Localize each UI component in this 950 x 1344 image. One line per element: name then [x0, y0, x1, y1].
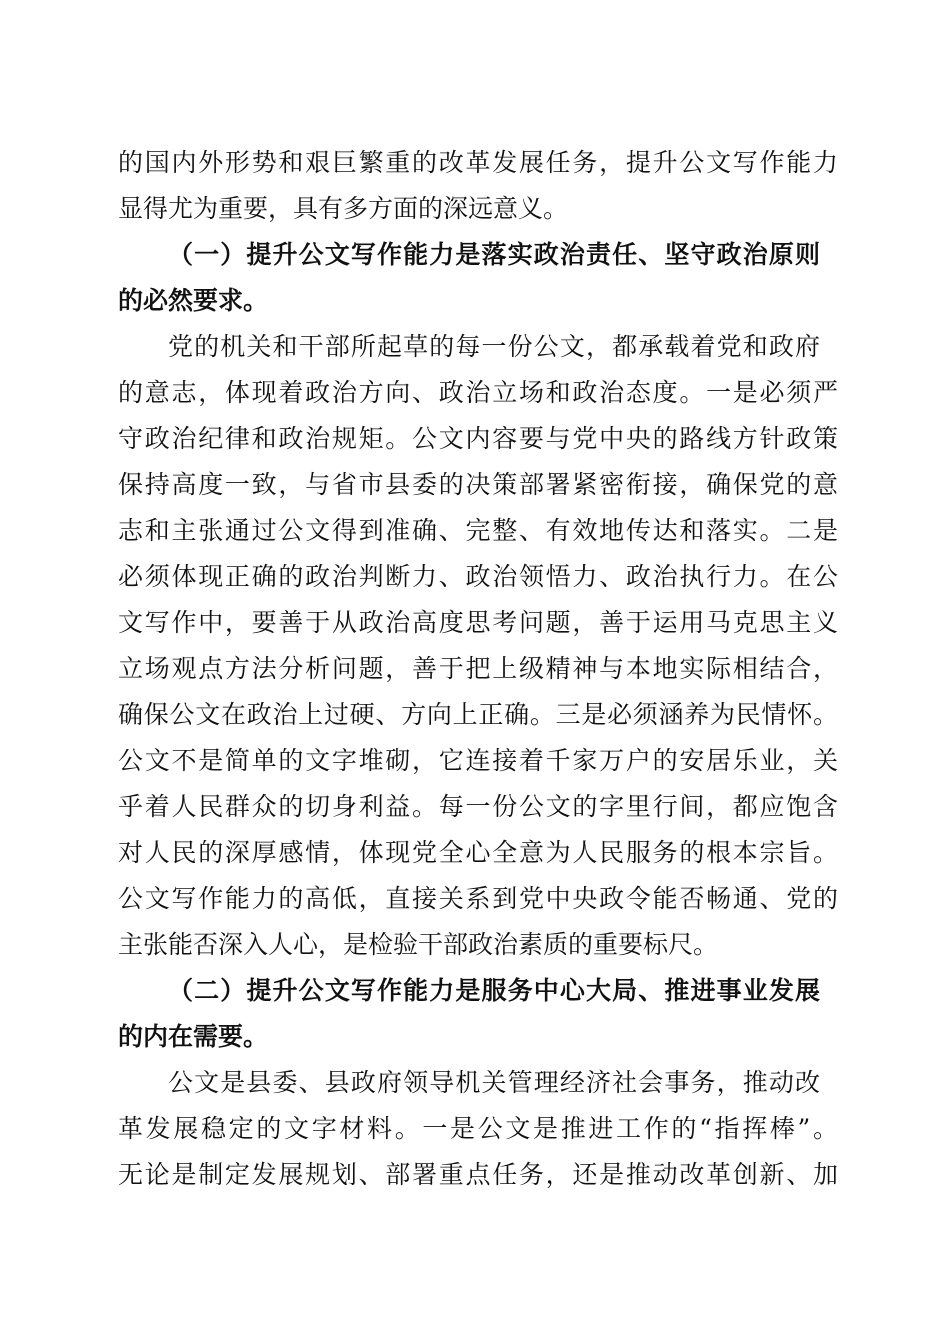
- text-line-23: 无论是制定发展规划、部署重点任务，还是推动改革创新、加: [118, 1160, 838, 1189]
- text-line-16: 对人民的深厚感情，体现党全心全意为人民服务的根本宗旨。: [118, 838, 838, 867]
- section-heading-2: （二）提升公文写作能力是服务中心大局、推进事业发展: [168, 976, 820, 1005]
- text-line-15: 乎着人民群众的切身利益。每一份公文的字里行间，都应饱含: [118, 792, 838, 821]
- text-line-7: 守政治纪律和政治规矩。公文内容要与党中央的路线方针政策: [118, 424, 838, 453]
- text-line-11: 文写作中，要善于从政治高度思考问题，善于运用马克思主义: [118, 608, 838, 637]
- section-heading-1: （一）提升公文写作能力是落实政治责任、坚守政治原则: [168, 240, 820, 269]
- text-line-8: 保持高度一致，与省市县委的决策部署紧密衔接，确保党的意: [118, 470, 838, 499]
- text-line-5: 党的机关和干部所起草的每一份公文，都承载着党和政府: [168, 332, 820, 361]
- text-line-18: 主张能否深入人心，是检验干部政治素质的重要标尺。: [118, 930, 719, 959]
- text-line-13: 确保公文在政治上过硬、方向上正确。三是必须涵养为民情怀。: [118, 700, 838, 729]
- text-line-21: 公文是县委、县政府领导机关管理经济社会事务，推动改: [168, 1068, 820, 1097]
- text-line-1: 的国内外形势和艰巨繁重的改革发展任务，提升公文写作能力: [118, 148, 838, 177]
- text-line-17: 公文写作能力的高低，直接关系到党中央政令能否畅通、党的: [118, 884, 838, 913]
- section-heading-2-cont: 的内在需要。: [118, 1022, 269, 1051]
- text-line-6: 的意志，体现着政治方向、政治立场和政治态度。一是必须严: [118, 378, 838, 407]
- text-line-22: 革发展稳定的文字材料。一是公文是推进工作的“指挥棒”。: [118, 1114, 838, 1143]
- text-line-9: 志和主张通过公文得到准确、完整、有效地传达和落实。二是: [118, 516, 838, 545]
- text-line-2: 显得尤为重要，具有多方面的深远意义。: [118, 194, 569, 223]
- text-line-12: 立场观点方法分析问题，善于把上级精神与本地实际相结合，: [118, 654, 838, 683]
- section-heading-1-cont: 的必然要求。: [118, 286, 269, 315]
- text-line-14: 公文不是简单的文字堆砌，它连接着千家万户的安居乐业，关: [118, 746, 838, 775]
- text-line-10: 必须体现正确的政治判断力、政治领悟力、政治执行力。在公: [118, 562, 838, 591]
